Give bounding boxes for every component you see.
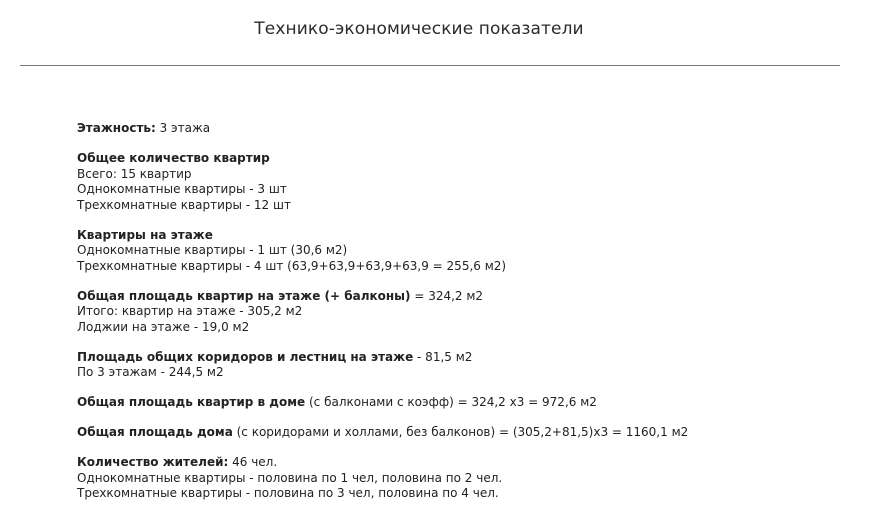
total-apartments-heading: Общее количество квартир <box>77 151 270 165</box>
residents-value: 46 чел. <box>228 455 278 469</box>
house-area-section <box>77 425 837 441</box>
residents-label: Количество жителей: <box>77 455 229 469</box>
residents-line: Однокомнатные квартиры - половина по 1 чел, половина по 2 чел. <box>77 470 503 485</box>
residents-section <box>77 455 837 502</box>
floor-area-value: = 324,2 м2 <box>410 288 484 303</box>
total-apartments-line: Трехкомнатные квартиры - 12 шт <box>77 197 291 212</box>
corridors-line: По 3 этажам - 244,5 м2 <box>77 365 224 379</box>
page-header <box>0 0 871 66</box>
residents-line: Трехкомнатные квартиры - половина по 3 чел, половина по 4 чел. <box>77 486 499 500</box>
title-divider <box>20 65 840 66</box>
house-area-value: (с коридорами и холлами, без балконов) = (305,2+81,5)х3 = 1160,1 м2 <box>232 425 689 439</box>
floor-area-line: Итого: квартир на этаже - 305,2 м2 <box>77 304 303 318</box>
corridors-value: - 81,5 м2 <box>413 349 473 364</box>
floors-label: Этажность: <box>77 121 156 135</box>
corridors-section <box>77 350 837 381</box>
total-apartments-line: Всего: 15 квартир <box>77 166 192 181</box>
apartments-per-floor-line: Трехкомнатные квартиры - 4 шт (63,9+63,9+63,9+63,9 = 255,6 м2) <box>77 258 507 273</box>
floor-area-label: Общая площадь квартир на этаже (+ балконы) <box>77 288 411 303</box>
apartments-per-floor-section <box>77 228 837 275</box>
house-apartment-area-section <box>77 395 837 411</box>
total-apartments-line: Однокомнатные квартиры - 3 шт <box>77 182 287 196</box>
floors-value: 3 этажа <box>155 121 211 135</box>
house-apartment-area-label: Общая площадь квартир в доме <box>77 395 306 409</box>
apartments-per-floor-heading: Квартиры на этаже <box>77 227 213 242</box>
total-apartments-section <box>77 151 837 213</box>
corridors-label: Площадь общих коридоров и лестниц на этаже <box>77 349 414 364</box>
page-title: Технико-экономические показатели <box>254 19 584 39</box>
apartments-per-floor-line: Однокомнатные квартиры - 1 шт (30,6 м2) <box>77 243 348 257</box>
house-area-label: Общая площадь дома <box>77 425 233 439</box>
house-apartment-area-value: (с балконами с коэфф) = 324,2 х3 = 972,6 м2 <box>305 395 597 409</box>
floor-area-section <box>77 289 837 336</box>
floors-section <box>77 121 837 137</box>
floor-area-line: Лоджии на этаже - 19,0 м2 <box>77 319 250 334</box>
indicators-content <box>77 121 837 502</box>
